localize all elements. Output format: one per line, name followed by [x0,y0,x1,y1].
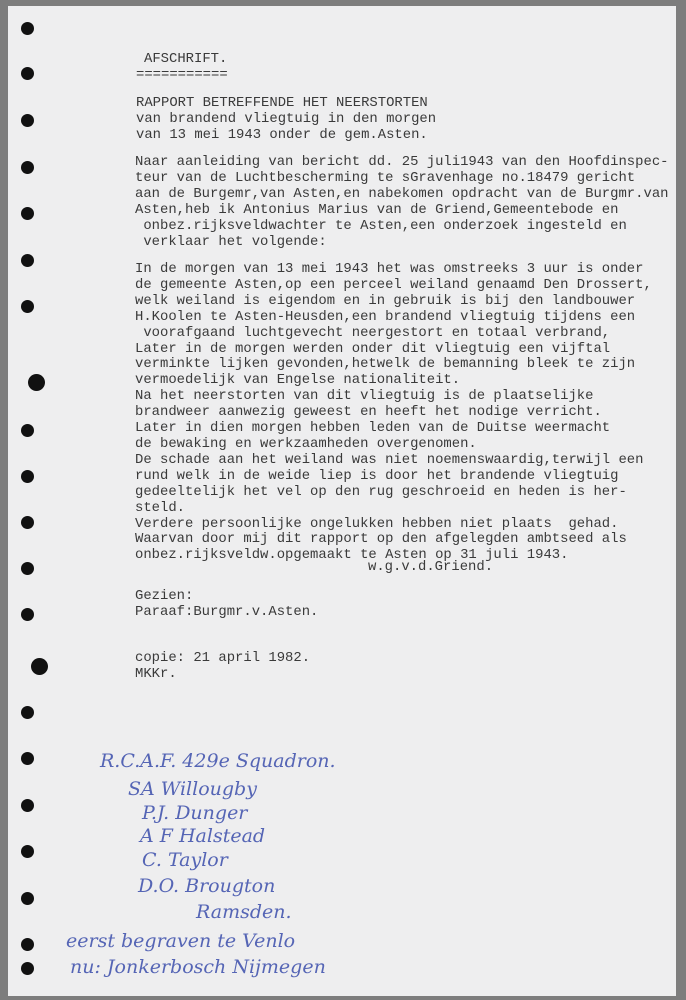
punch-hole [21,892,34,905]
handwritten-line: R.C.A.F. 429e Squadron. [100,750,336,772]
punch-hole [21,207,34,220]
text-line: Later in dien morgen hebben leden van de Duitse weermacht [135,420,611,437]
punch-hole [21,67,34,80]
text-line: Waarvan door mij dit rapport op den afgelegden ambtseed als [135,531,627,548]
text-line: verminkte lijken gevonden,hetwelk de bemanning bleek te zijn [135,356,636,373]
text-line: onbez.rijksveldwachter te Asten,een onderzoek ingesteld en [135,217,627,234]
text-line: brandweer aanwezig geweest en heeft het nodige verricht. [135,404,602,421]
punch-hole [21,562,34,575]
handwritten-line: P.J. Dunger [142,802,248,824]
text-line: copie: 21 april 1982. [135,650,311,666]
signature: w.g.v.d.Griend. [368,559,494,575]
punch-hole [21,752,34,765]
punch-hole [21,254,34,267]
text-line: H.Koolen te Asten-Heusden,een brandend vliegtuig tijdens een [135,308,636,325]
text-line: steld. [135,499,186,516]
punch-hole [21,516,34,529]
handwritten-line: C. Taylor [142,849,228,871]
punch-hole [21,706,34,719]
subject-block [136,96,436,144]
text-line: de gemeente Asten,op een perceel weiland genaamd Den Drossert, [135,276,652,293]
text-line: gedeeltelijk het vel op den rug geschroeid en heden is her- [135,483,627,500]
punch-hole [21,22,34,35]
handwritten-line: Ramsden. [196,901,292,923]
seen-block [135,589,318,621]
punch-hole [21,424,34,437]
punch-hole [21,938,34,951]
punch-hole [21,608,34,621]
text-line: De schade aan het weiland was niet noemenswaardig,terwijl een [135,451,644,468]
text-line: Na het neerstorten van dit vliegtuig is de plaatselijke [135,388,594,405]
text-line: Gezien: [135,588,194,604]
copy-note [135,651,310,683]
punch-hole [28,374,45,391]
text-line: MKKr. [135,665,177,682]
punch-hole [21,300,34,313]
text-line: rund welk in de weide liep is door het brandende vliegtuig [135,467,619,484]
handwritten-line: SA Willougby [128,778,257,800]
punch-hole [21,114,34,127]
text-line: verklaar het volgende: [135,233,327,250]
subject-line: RAPPORT BETREFFENDE HET NEERSTORTEN [136,95,428,111]
report-body [135,262,652,564]
punch-hole [21,161,34,174]
punch-hole [31,658,48,675]
subject-line: van brandend vliegtuig in den morgen [136,110,437,127]
punch-hole [21,962,34,975]
handwritten-line: D.O. Brougton [138,875,276,897]
punch-hole [21,845,34,858]
intro-paragraph [135,155,669,250]
handwritten-line: eerst begraven te Venlo [66,930,296,952]
text-line: Paraaf:Burgmr.v.Asten. [135,603,319,620]
text-line: teur van de Luchtbescherming te sGravenhage no.18479 gericht [135,169,636,186]
text-line: voorafgaand luchtgevecht neergestort en totaal verbrand, [135,324,611,341]
handwritten-line: A F Halstead [140,825,266,847]
text-line: vermoedelijk van Engelse nationaliteit. [135,372,461,389]
text-line: Asten,heb ik Antonius Marius van de Griend,Gemeentebode en [135,201,619,218]
text-line: onbez.rijksveldw.opgemaakt te Asten op 31 juli 1943. [135,547,569,564]
text-line: Naar aanleiding van bericht dd. 25 juli1943 van den Hoofdinspec- [135,154,669,170]
punch-hole [21,470,34,483]
text-line: Verdere persoonlijke ongelukken hebben niet plaats gehad. [135,515,619,532]
text-line: aan de Burgemr,van Asten,en nabekomen opdracht van de Burgmr.van [135,185,669,202]
handwritten-line: nu: Jonkerbosch Nijmegen [70,956,326,978]
subject-line: van 13 mei 1943 onder de gem.Asten. [136,126,428,143]
heading-underline: =========== [136,67,228,83]
text-line: Later in de morgen werden onder dit vliegtuig een vijftal [135,340,611,357]
text-line: de bewaking en werkzaamheden overgenomen. [135,435,477,452]
punch-hole [21,799,34,812]
text-line: welk weiland is eigendom en in gebruik is bij den landbouwer [135,292,636,309]
doc-heading: AFSCHRIFT. [144,51,228,67]
text-line: In de morgen van 13 mei 1943 het was omstreeks 3 uur is onder [135,261,644,277]
